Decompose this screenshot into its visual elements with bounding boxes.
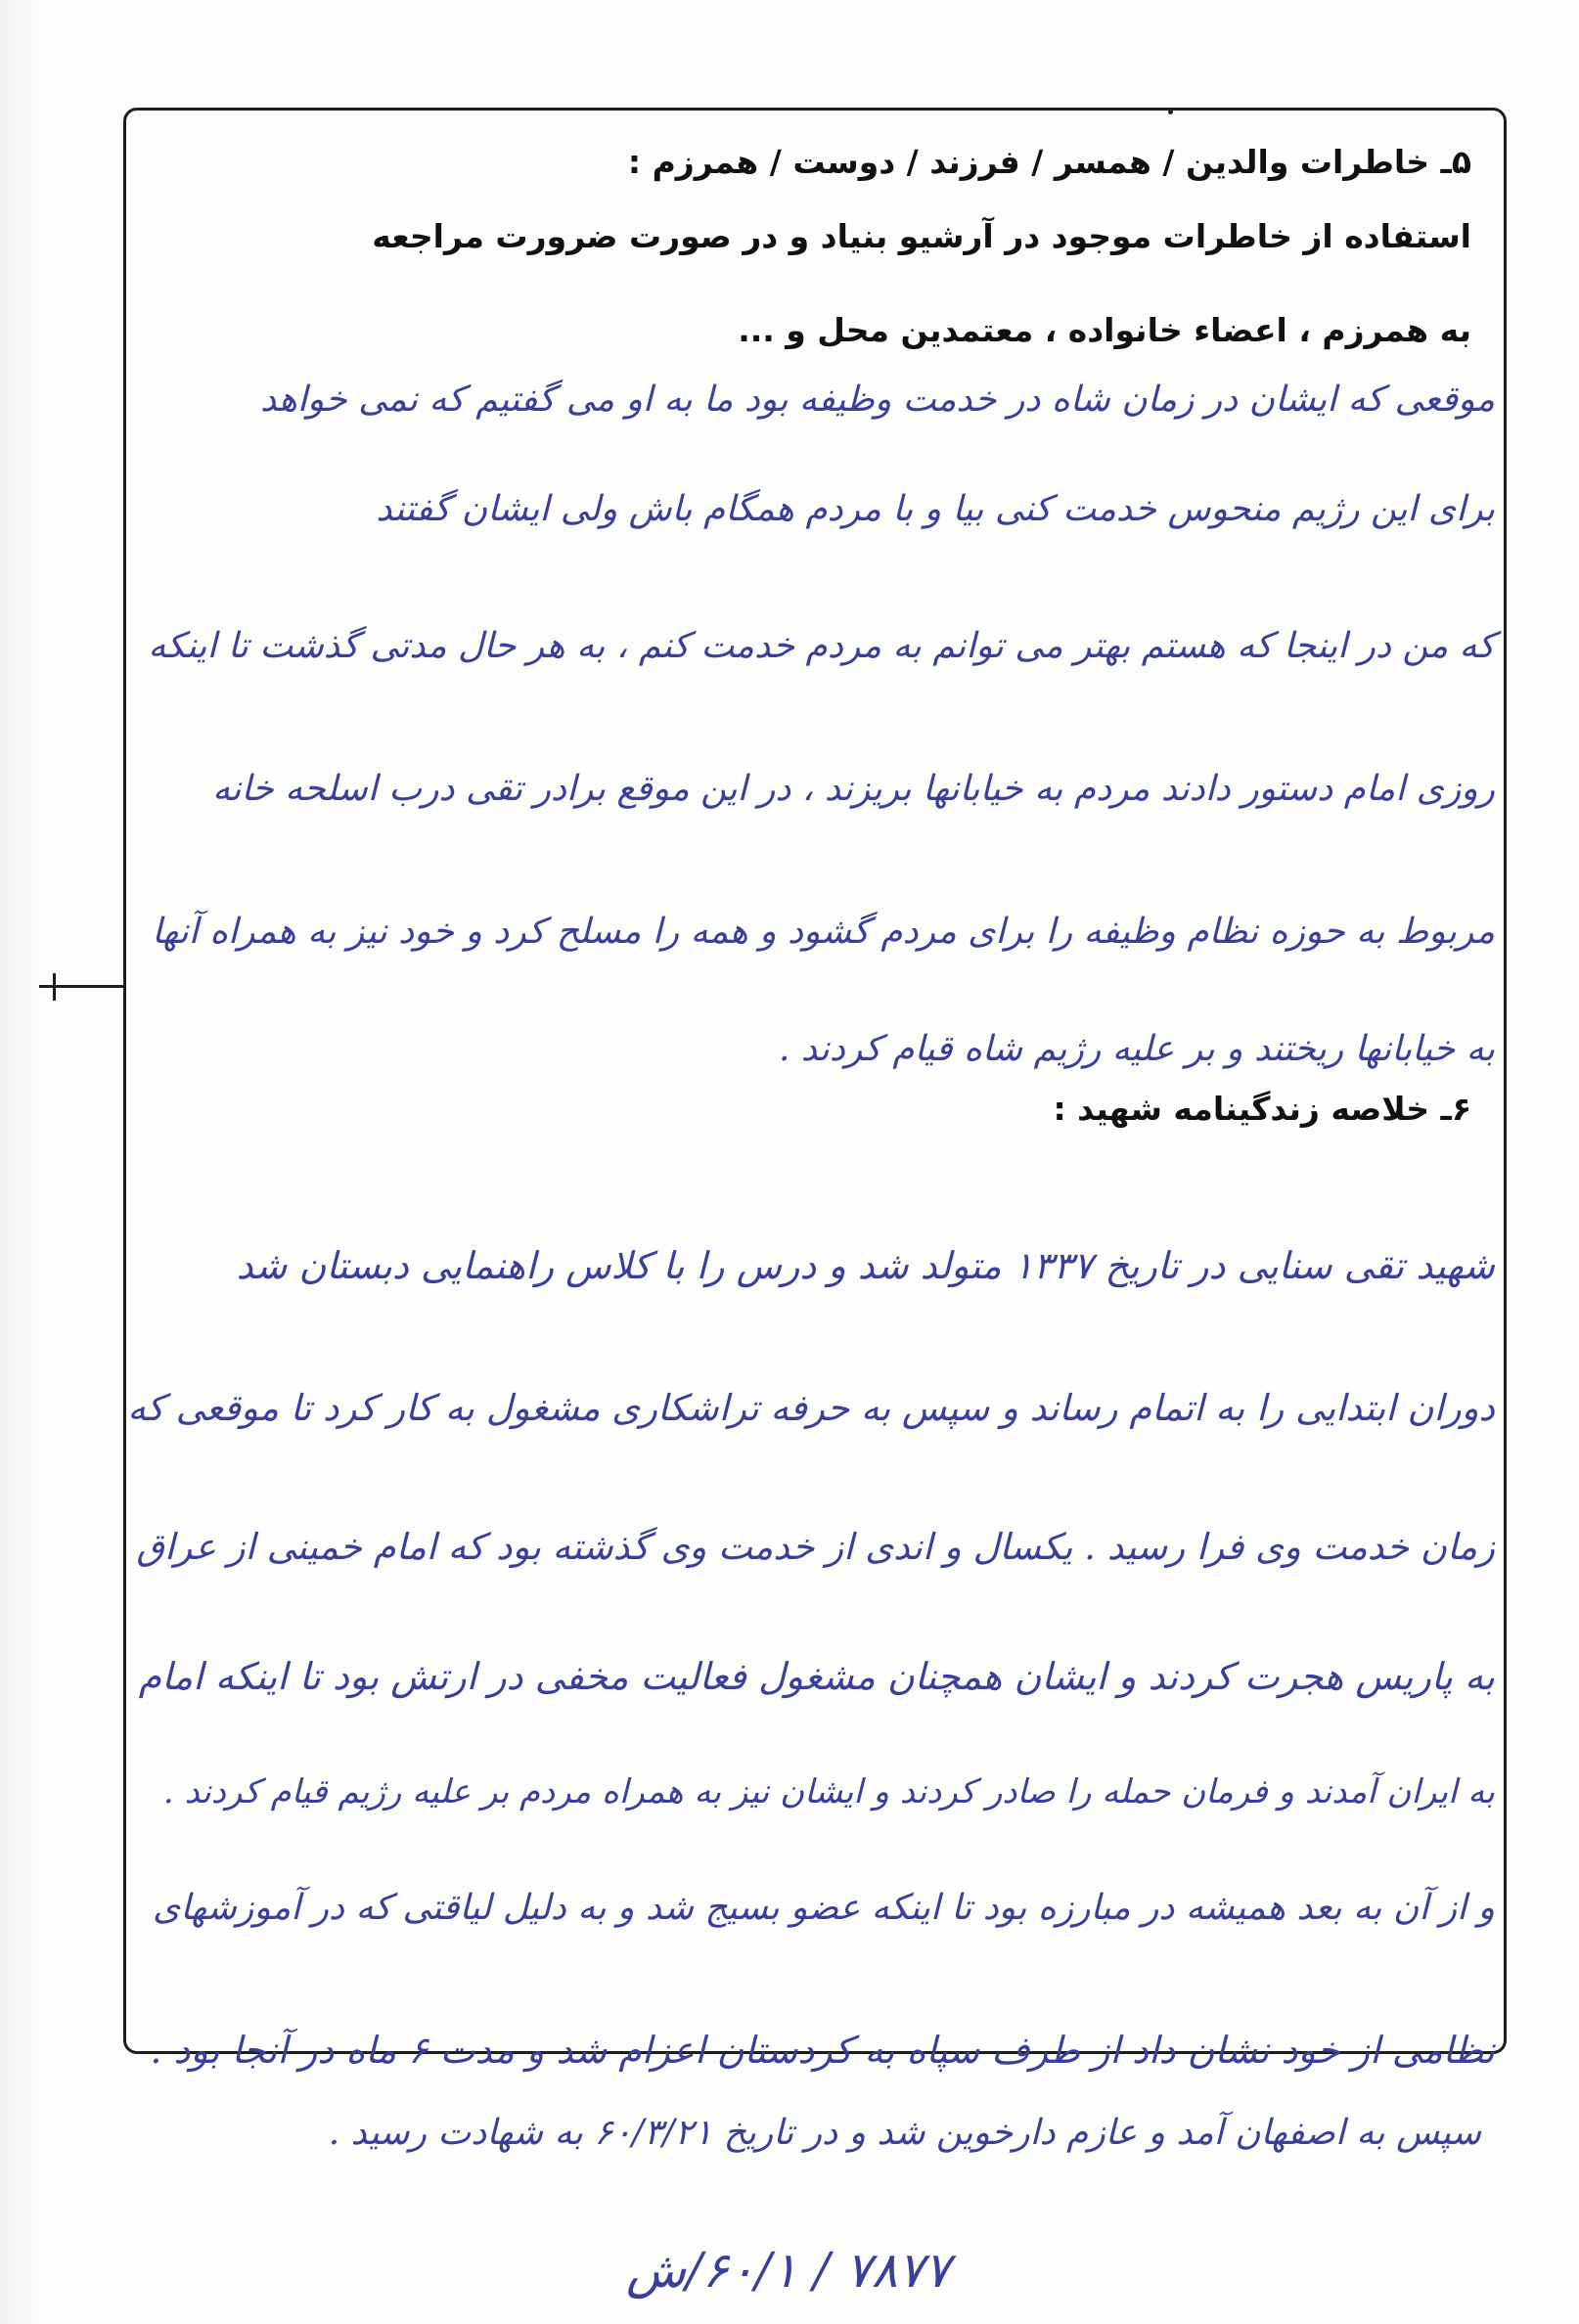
margin-tick	[53, 973, 56, 1001]
document-code: ۷۸۷۷ / ۶۰/۱/ش	[626, 2242, 951, 2299]
footer-note: سپس به اصفهان آمد و عازم دارخوین شد و در تاریخ ۶۰/۳/۲۱ به شهادت رسید .	[328, 2113, 1481, 2153]
bio-line: به ایران آمدند و فرمان حمله را صادر کردند و ایشان نیز به همراه مردم بر علیه رژیم قیام کردند .	[162, 1772, 1495, 1811]
bio-line: شهید تقی سنایی در تاریخ ۱۳۳۷ متولد شد و درس را با کلاس راهنمایی دبستان شد	[236, 1244, 1495, 1287]
scan-shadow	[0, 0, 61, 2324]
bio-line: و از آن به بعد همیشه در مبارزه بود تا اینکه عضو بسیج شد و به دلیل لیاقتی که در آموزشهای	[153, 1888, 1495, 1928]
memory-line: به خیابانها ریختند و بر علیه رژیم شاه قیام کردند .	[779, 1029, 1495, 1069]
bio-line: به پاریس هجرت کردند و ایشان همچنان مشغول فعالیت مخفی در ارتش بود تا اینکه امام	[138, 1655, 1495, 1698]
memory-line: که من در اینجا که هستم بهتر می توانم به مردم خدمت کنم ، به هر حال مدتی گذشت تا اینکه	[148, 626, 1495, 666]
margin-mark	[39, 985, 123, 988]
memory-line: موقعی که ایشان در زمان شاه در خدمت وظیفه بود ما به او می گفتیم که نمی خواهد	[259, 380, 1495, 420]
bio-line: نظامی از خود نشان داد از طرف سپاه به کردستان اعزام شد و مدت ۶ ماه در آنجا بود .	[150, 2029, 1495, 2072]
memory-line: برای این رژیم منحوس خدمت کنی بیا و با مردم همگام باش ولی ایشان گفتند	[376, 489, 1495, 529]
section5-heading: ۵ـ خاطرات والدین / همسر / فرزند / دوست / همرزم :	[627, 143, 1471, 181]
memory-line: روزی امام دستور دادند مردم به خیابانها بریزند ، در این موقع برادر تقی درب اسلحه خانه	[212, 769, 1495, 809]
bio-line: زمان خدمت وی فرا رسید . یکسال و اندی از خدمت وی گذشته بود که امام خمینی از عراق	[136, 1526, 1495, 1568]
memory-line: مربوط به حوزه نظام وظیفه را برای مردم گشود و همه را مسلح کرد و خود نیز به همراه آنها	[152, 912, 1495, 952]
section5-instruction-line1: استفاده از خاطرات موجود در آرشیو بنیاد و در صورت ضرورت مراجعه	[372, 217, 1471, 255]
section5-instruction-line2: به همرزم ، اعضاء خانواده ، معتمدین محل و ...	[738, 311, 1471, 349]
section6-heading: ۶ـ خلاصه زندگینامه شهید :	[1053, 1090, 1471, 1128]
bio-line: دوران ابتدایی را به اتمام رساند و سپس به حرفه تراشکاری مشغول به کار کرد تا موقعی که	[127, 1387, 1495, 1429]
